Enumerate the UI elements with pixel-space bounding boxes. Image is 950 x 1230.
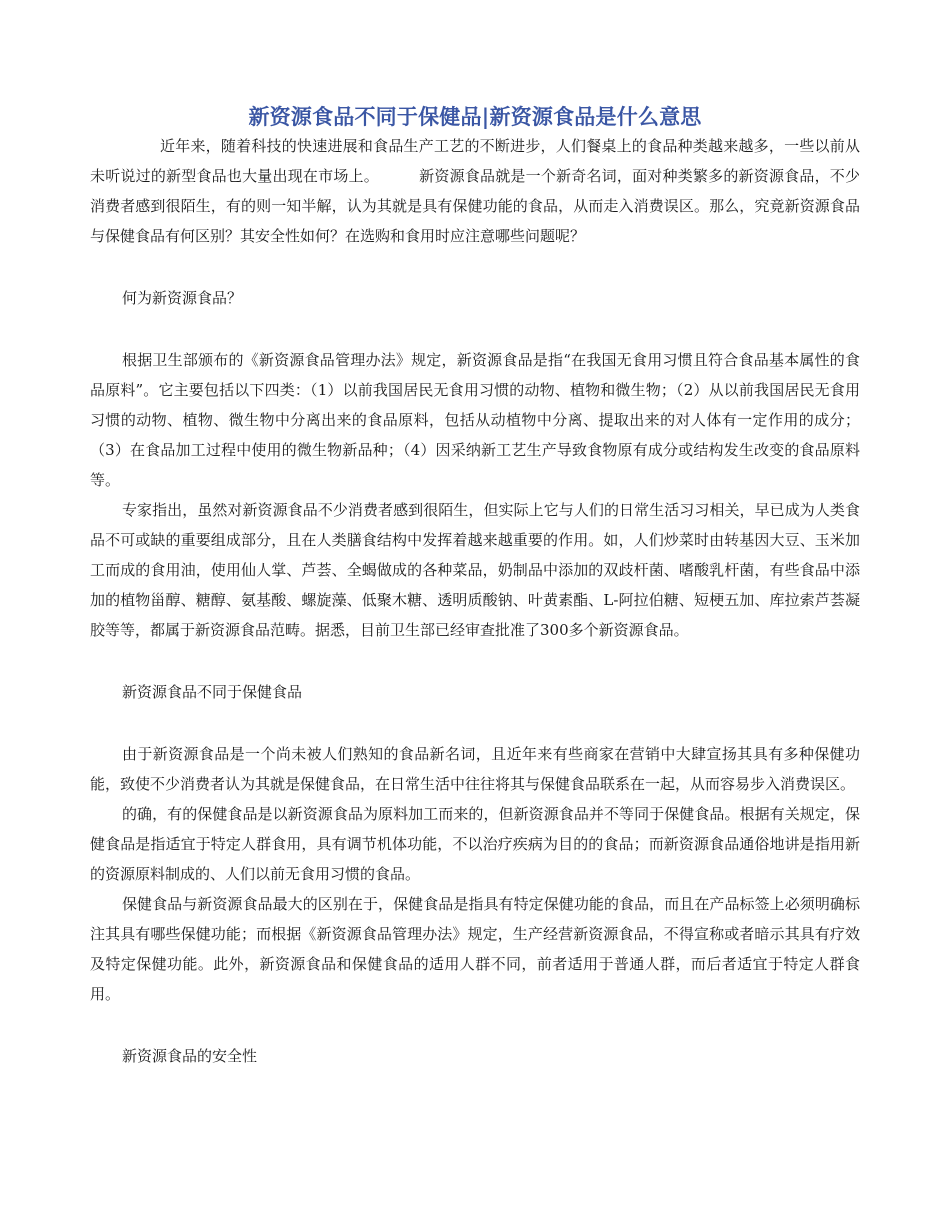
intro-part-1: 近年来，随着科技的快速进展和食品生产工艺的不断进步，人们餐桌上的食品种类越来越多，一些以前从未听说过的新型食品也大量出现在市场上。 [90, 137, 860, 185]
body-paragraph: 的确，有的保健食品是以新资源食品为原料加工而来的，但新资源食品并不等同于保健食品。根据有关规定，保健食品是指适宜于特定人群食用，具有调节机体功能，不以治疗疾病为目的的食品；而新资源食品通俗地讲是指用新的资源原料制成的、人们以前无食用习惯的食品。 [90, 805, 860, 883]
section-heading-what-is: 何为新资源食品？ [122, 289, 243, 307]
body-paragraph: 根据卫生部颁布的《新资源食品管理办法》规定，新资源食品是指“在我国无食用习惯且符合食品基本属性的食品原料”。它主要包括以下四类：（1）以前我国居民无食用习惯的动物、植物和微生物；（2）从以前我国居民无食用习惯的动物、植物、微生物中分离出来的食品原料，包括从动植物中分离、提取出来的对人体有一定作用的成分；（3）在食品加工过程中使用的微生物新品种；（4）因采纳新工艺生产导致食物原有成分或结构发生改变的食品原料等。 [90, 351, 860, 489]
page-title: 新资源食品不同于保健品|新资源食品是什么意思 [248, 104, 702, 129]
body-paragraph: 专家指出，虽然对新资源食品不少消费者感到很陌生，但实际上它与人们的日常生活习习相关，早已成为人类食品不可或缺的重要组成部分，且在人类膳食结构中发挥着越来越重要的作用。如，人们炒菜时由转基因大豆、玉米加工而成的食用油，使用仙人掌、芦荟、全蝎做成的各种菜品，奶制品中添加的双歧杆菌、嗜酸乳杆菌，有些食品中添加的植物甾醇、糖醇、氨基酸、螺旋藻、低聚木糖、透明质酸钠、叶黄素酯、L-阿拉伯糖、短梗五加、库拉索芦荟凝胶等等，都属于新资源食品范畴。据悉，目前卫生部已经审查批准了300多个新资源食品。 [90, 501, 860, 639]
body-paragraph: 由于新资源食品是一个尚未被人们熟知的食品新名词，且近年来有些商家在营销中大肆宣扬其具有多种保健功能，致使不少消费者认为其就是保健食品，在日常生活中往往将其与保健食品联系在一起，从而容易步入消费误区。 [90, 745, 860, 793]
body-paragraph: 保健食品与新资源食品最大的区别在于，保健食品是指具有特定保健功能的食品，而且在产品标签上必须明确标注其具有哪些保健功能；而根据《新资源食品管理办法》规定，生产经营新资源食品，不得宣称或者暗示其具有疗效及特定保健功能。此外，新资源食品和保健食品的适用人群不同，前者适用于普通人群，而后者适宜于特定人群食用。 [90, 895, 860, 1003]
intro-paragraph [90, 131, 860, 251]
section-heading-safety: 新资源食品的安全性 [122, 1047, 258, 1065]
section-heading-not-health-food: 新资源食品不同于保健食品 [122, 683, 303, 701]
intro-part-2: 新资源食品就是一个新奇名词，面对种类繁多的新资源食品，不少消费者感到很陌生，有的则一知半解，认为其就是具有保健功能的食品，从而走入消费误区。那么，究竟新资源食品与保健食品有何区别？其安全性如何？在选购和食用时应注意哪些问题呢？ [90, 167, 860, 245]
